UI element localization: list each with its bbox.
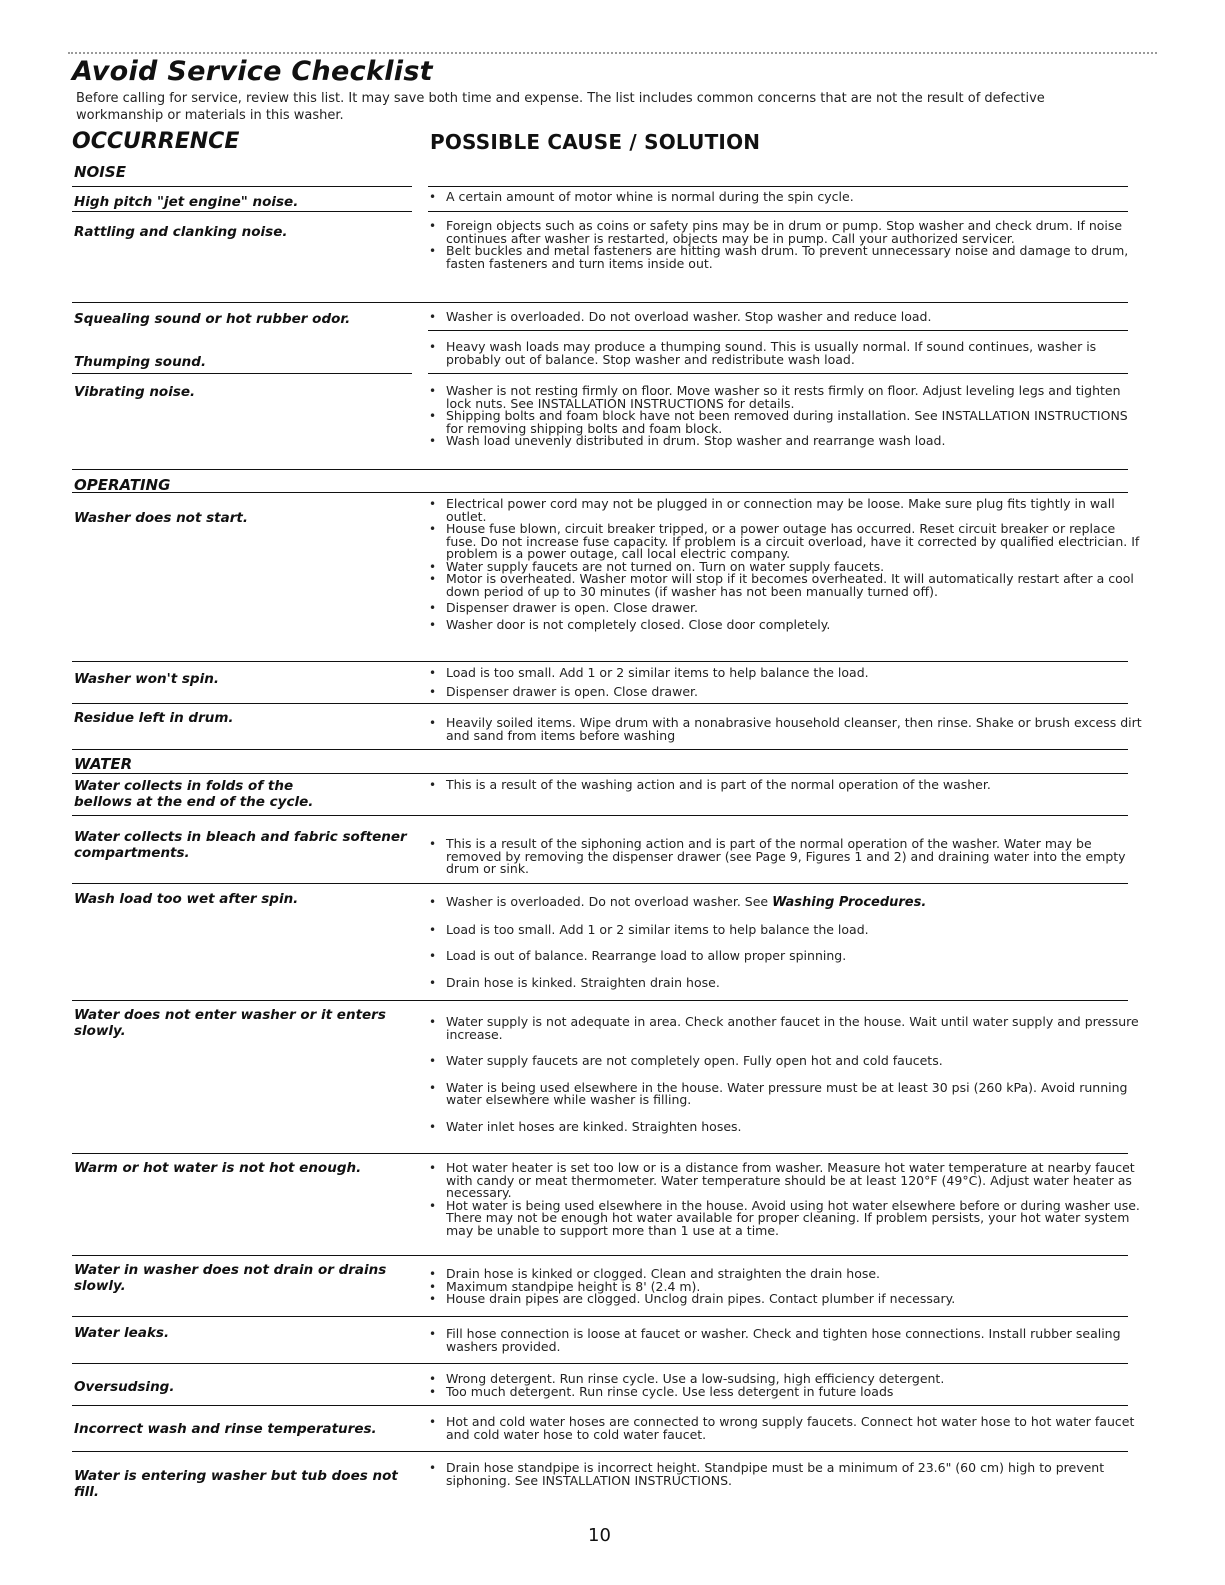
solution-item: • Motor is overheated. Washer motor will stop if it becomes overheated. It will automatically restart after a cool down period of up to 30 minutes (if washer has not been manually turned off).: [428, 573, 1146, 598]
solution-item: • Hot and cold water hoses are connected to wrong supply faucets. Connect hot water hose to hot water faucet and cold water hose to cold water faucet.: [428, 1416, 1146, 1441]
occurrence-label: Water collects in folds of the bellows at the end of the cycle.: [74, 778, 314, 810]
solution-list: [428, 896, 1146, 989]
occurrence-label: Wash load too wet after spin.: [74, 891, 299, 907]
solution-item: • Drain hose is kinked or clogged. Clean and straighten the drain hose.: [428, 1268, 1146, 1281]
occurrence-label: Vibrating noise.: [74, 384, 196, 400]
solution-list: [428, 220, 1146, 270]
solution-item: • This is a result of the siphoning action and is part of the normal operation of the washer. Water may be removed by removing the dispenser drawer (see Page 9, Figures 1 and 2) and draining water into the empty drum or sink.: [428, 838, 1146, 876]
occurrence-label: Incorrect wash and rinse temperatures.: [74, 1421, 377, 1437]
occurrence-label: Squealing sound or hot rubber odor.: [74, 311, 351, 327]
rule-full: [72, 773, 1128, 774]
solution-list: [428, 1016, 1146, 1133]
solution-list: [428, 498, 1146, 631]
occurrence-label: Thumping sound.: [74, 354, 207, 370]
page-number: 10: [588, 1525, 611, 1546]
solution-list: [428, 311, 1146, 324]
rule-full: [72, 1153, 1128, 1154]
solution-item: • Belt buckles and metal fasteners are hitting wash drum. To prevent unnecessary noise and damage to drum, fasten fasteners and turn items inside out.: [428, 245, 1146, 270]
solution-item: • A certain amount of motor whine is normal during the spin cycle.: [428, 191, 1146, 204]
solution-item: • Drain hose is kinked. Straighten drain hose.: [428, 977, 1146, 990]
solution-item: • Foreign objects such as coins or safety pins may be in drum or pump. Stop washer and check drum. If noise continues after washer is restarted, objects may be in pump. Call your authorized servicer.: [428, 220, 1146, 245]
section-water: WATER: [74, 755, 133, 773]
section-operating: OPERATING: [74, 476, 171, 494]
solution-item: • Water supply is not adequate in area. Check another faucet in the house. Wait until water supply and pressure increase.: [428, 1016, 1146, 1041]
rule-full: [72, 1255, 1128, 1256]
solution-item: • Wash load unevenly distributed in drum. Stop washer and rearrange wash load.: [428, 435, 1146, 448]
solution-text: Washer is overloaded. Do not overload washer. See: [446, 894, 773, 909]
rule-full: [72, 492, 1128, 493]
solution-item: • Shipping bolts and foam block have not been removed during installation. See INSTALLATION INSTRUCTIONS for removing shipping bolts and foam block.: [428, 410, 1146, 435]
rule-full: [72, 1405, 1128, 1406]
solution-item: • Water supply faucets are not turned on. Turn on water supply faucets.: [428, 561, 1146, 574]
occurrence-label: Water does not enter washer or it enters slowly.: [74, 1007, 386, 1039]
solution-list: [428, 385, 1146, 448]
solution-header: POSSIBLE CAUSE / SOLUTION: [430, 130, 761, 154]
solution-item: • Load is out of balance. Rearrange load to allow proper spinning.: [428, 950, 1146, 963]
solution-item: • Load is too small. Add 1 or 2 similar items to help balance the load.: [428, 667, 1146, 680]
solution-item: [428, 896, 1146, 910]
solution-list: [428, 779, 1146, 792]
rule-full: [72, 883, 1128, 884]
occurrence-label: Rattling and clanking noise.: [74, 224, 288, 240]
solution-item: • Washer door is not completely closed. Close door completely.: [428, 619, 1146, 632]
solution-list: [428, 1416, 1146, 1441]
solution-list: [428, 1162, 1146, 1237]
solution-item: • Load is too small. Add 1 or 2 similar items to help balance the load.: [428, 924, 1146, 937]
rule-full: [72, 1451, 1128, 1452]
solution-item: • Hot water heater is set too low or is a distance from washer. Measure hot water temperature at nearby faucet with candy or meat thermometer. Water temperature should be at least 120°F (49°C). Adjust water heater as necessary.: [428, 1162, 1146, 1200]
solution-item: • This is a result of the washing action and is part of the normal operation of the washer.: [428, 779, 1146, 792]
rule-occ: [72, 373, 412, 374]
occurrence-label: Water collects in bleach and fabric softener compartments.: [74, 829, 407, 861]
rule-full: [72, 302, 1128, 303]
solution-list: [428, 341, 1146, 366]
washing-procedures-reference: Washing Procedures.: [772, 895, 927, 910]
solution-item: • Electrical power cord may not be plugged in or connection may be loose. Make sure plug fits tightly in wall outlet.: [428, 498, 1146, 523]
solution-item: • Washer is not resting firmly on floor. Move washer so it rests firmly on floor. Adjust leveling legs and tighten lock nuts. See INSTALLATION INSTRUCTIONS for details.: [428, 385, 1146, 410]
rule-sol: [428, 211, 1128, 212]
occurrence-label: Water leaks.: [74, 1325, 170, 1341]
rule-full: [72, 1363, 1128, 1364]
solution-item: • Water supply faucets are not completely open. Fully open hot and cold faucets.: [428, 1055, 1146, 1068]
rule-full: [72, 1000, 1128, 1001]
rule-occ: [72, 211, 412, 212]
solution-item: • Too much detergent. Run rinse cycle. Use less detergent in future loads: [428, 1386, 1146, 1399]
rule-sol: [428, 373, 1128, 374]
solution-list: [428, 838, 1146, 876]
solution-item: • Water is being used elsewhere in the house. Water pressure must be at least 30 psi (260 kPa). Avoid running water elsewhere while washer is filling.: [428, 1082, 1146, 1107]
solution-item: • Dispenser drawer is open. Close drawer.: [428, 602, 1146, 615]
solution-item: • Fill hose connection is loose at faucet or washer. Check and tighten hose connections. Install rubber sealing washers provided.: [428, 1328, 1146, 1353]
solution-item: • House fuse blown, circuit breaker tripped, or a power outage has occurred. Reset circuit breaker or replace fuse. Do not increase fuse capacity. If problem is a circuit overload, have it corrected by qualified electrician. If problem is a power outage, call local electric company.: [428, 523, 1146, 561]
occurrence-label: Water in washer does not drain or drains slowly.: [74, 1262, 387, 1294]
solution-item: • Washer is overloaded. Do not overload washer. Stop washer and reduce load.: [428, 311, 1146, 324]
rule-full: [72, 815, 1128, 816]
rule-full: [72, 661, 1128, 662]
solution-list: [428, 1268, 1146, 1306]
occurrence-label: Washer won't spin.: [74, 671, 219, 687]
rule-sol: [428, 186, 1128, 187]
solution-list: [428, 1462, 1146, 1487]
rule-full: [72, 703, 1128, 704]
solution-list: [428, 667, 1146, 698]
solution-item: • Heavily soiled items. Wipe drum with a nonabrasive household cleanser, then rinse. Shake or brush excess dirt and sand from items before washing: [428, 717, 1146, 742]
rule-full: [72, 469, 1128, 470]
solution-item: • Dispenser drawer is open. Close drawer.: [428, 686, 1146, 699]
occurrence-label: Residue left in drum.: [74, 710, 234, 726]
occurrence-header: OCCURRENCE: [72, 129, 240, 154]
section-noise: NOISE: [74, 163, 126, 181]
solution-list: [428, 1328, 1146, 1353]
solution-item: • Drain hose standpipe is incorrect height. Standpipe must be a minimum of 23.6" (60 cm) high to prevent siphoning. See INSTALLATION INSTRUCTIONS.: [428, 1462, 1146, 1487]
solution-list: [428, 717, 1146, 742]
page-title: Avoid Service Checklist: [72, 56, 433, 87]
solution-item: • Wrong detergent. Run rinse cycle. Use a low-sudsing, high efficiency detergent.: [428, 1373, 1146, 1386]
rule-full: [72, 1316, 1128, 1317]
solution-list: [428, 1373, 1146, 1398]
intro-paragraph: Before calling for service, review this list. It may save both time and expense. The list includes common concerns that are not the result of defective workmanship or materials in this washer.: [76, 91, 1045, 123]
occurrence-label: Water is entering washer but tub does not fill.: [74, 1468, 398, 1500]
solution-list: [428, 191, 1146, 204]
occurrence-label: High pitch "jet engine" noise.: [74, 194, 299, 210]
occurrence-label: Warm or hot water is not hot enough.: [74, 1160, 362, 1176]
occurrence-label: Washer does not start.: [74, 510, 248, 526]
solution-item: • Water inlet hoses are kinked. Straighten hoses.: [428, 1121, 1146, 1134]
rule-sol: [428, 330, 1128, 331]
occurrence-label: Oversudsing.: [74, 1379, 175, 1395]
solution-item: • Hot water is being used elsewhere in the house. Avoid using hot water elsewhere before or during washer use. There may not be enough hot water available for proper cleaning. If problem persists, your hot water system may be unable to support more than 1 use at a time.: [428, 1200, 1146, 1238]
solution-item: • Maximum standpipe height is 8' (2.4 m).: [428, 1281, 1146, 1294]
rule-occ: [72, 186, 412, 187]
solution-item: • House drain pipes are clogged. Unclog drain pipes. Contact plumber if necessary.: [428, 1293, 1146, 1306]
solution-item: • Heavy wash loads may produce a thumping sound. This is usually normal. If sound continues, washer is probably out of balance. Stop washer and redistribute wash load.: [428, 341, 1146, 366]
rule-full: [72, 749, 1128, 750]
